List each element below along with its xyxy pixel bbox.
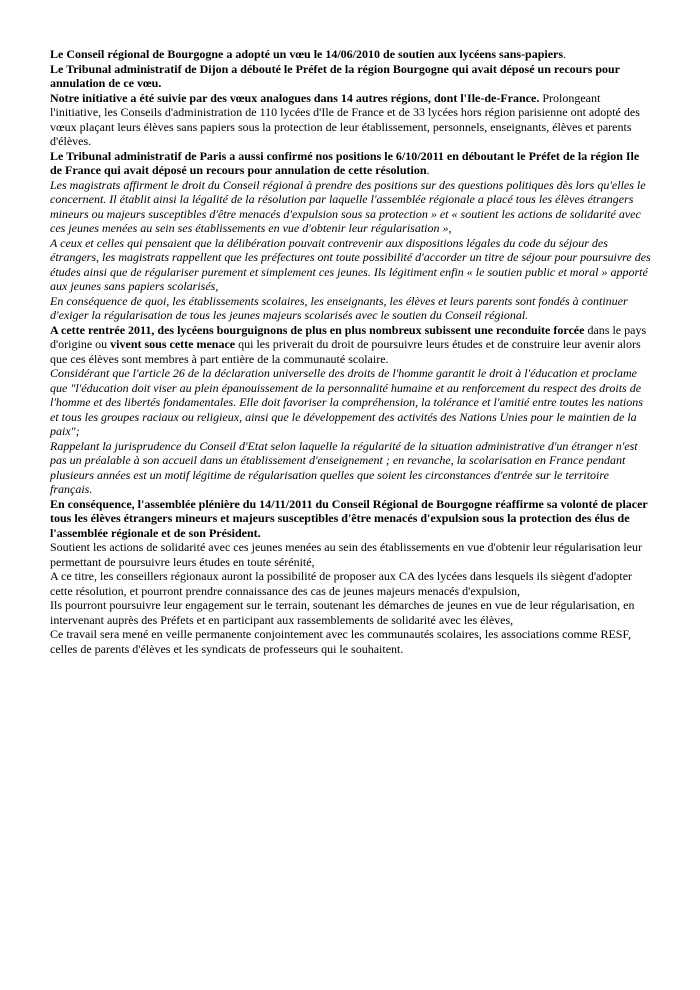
item-veille: Ce travail sera mené en veille permanente conjointement avec les communautés scolaires, les associations comme RESF, celles de parents d'élèves et les syndicats de professeurs qui le souhaitent. — [50, 627, 632, 656]
quote-consequence: En conséquence de quoi, les établissements scolaires, les enseignants, les élèves et leurs parents sont fondés à continuer d'exiger la régularisation de tous les jeunes majeurs scolarisés avec le soutien du Conseil régional. — [50, 293, 628, 322]
paragraph-tribunal-dijon: Le Tribunal administratif de Dijon a débouté le Préfet de la région Bourgogne qui avait déposé un recours pour annulation de ce vœu. — [50, 61, 620, 90]
quote-sejour: A ceux et celles qui pensaient que la délibération pouvait contrevenir aux dispositions légales du code du séjour des étrangers, les magistrats rappellent que les préfectures ont toute possibilité d'accorder un titre de séjour pour poursuivre des études ainsi que de régulariser purement et simplement ces jeunes. Ils légitiment enfin « le soutien public et moral » apporté aux jeunes sans papiers scolarisés, — [50, 235, 651, 293]
quote-magistrats: Les magistrats affirment le droit du Conseil régional à prendre des positions sur des questions politiques dès lors qu'elles le concernent. Il établit ainsi la légalité de la résolution par laquelle l'assemblée régionale a placé tous les élèves étrangers mineurs ou majeurs susceptibles d'être menacés d'expulsion sous sa protection » et « soutient les actions de solidarité avec ces jeunes menées au sein ses établissements en vue d'obtenir leur régularisation », — [50, 177, 646, 235]
quote-jurisprudence: Rappelant la jurisprudence du Conseil d'Etat selon laquelle la régularité de la situation administrative d'un étranger n'est pas un préalable à son accueil dans un établissement d'enseignement ; en revanche, la scolarisation en France pendant plusieurs années est un motif légitime de régularisation quelles que soient les circonstances d'entrée sur le territoire français. — [50, 438, 638, 496]
paragraph-tribunal-paris — [50, 149, 654, 178]
rentree-bold-1: A cette rentrée 2011, des lycéens bourguignons de plus en plus nombreux subissent une reconduite forcée — [50, 322, 585, 337]
item-conseillers: A ce titre, les conseillers régionaux auront la possibilité de proposer aux CA des lycées dans lesquels ils siègent d'adopter cette résolution, et pourront prendre connaissance des cas de jeunes majeurs menacés d'expulsion, — [50, 569, 633, 598]
other-regions-bold: Notre initiative a été suivie par des vœux analogues dans 14 autres régions, dont l'Ile-de-France. — [50, 90, 540, 105]
rentree-text-1: dans le pays d'origine ou — [50, 322, 647, 351]
tribunal-paris-period: . — [426, 163, 430, 177]
other-regions-text: Prolongeant l'initiative, les Conseils d'administration de 110 lycées d'Ile de France et de 33 lycées hors région parisienne ont adopté des vœux plaçant leurs élèves sans papiers sous la protection de leur établissement, personnels, enseignants, élèves et parents d'élèves. — [50, 90, 640, 148]
paragraph-other-regions — [50, 91, 654, 149]
quote-article-26: Considérant que l'article 26 de la déclaration universelle des droits de l'homme garantit le droit à l'éducation et proclame que "l'éducation doit viser au plein épanouissement de la personnalité humaine et au renforcement du respect des droits de l'homme et des libertés fondamentales. Elle doit favoriser la compréhension, la tolérance et l'amitié entre toutes les nations et tous les groupes raciaux ou religieux, ainsi que le développement des activités des Nations Unies pour le maintien de la paix"; — [50, 366, 643, 438]
voeu-adoption-period: . — [563, 47, 567, 61]
paragraph-voeu-adoption — [50, 47, 654, 62]
voeu-adoption-text: Le Conseil régional de Bourgogne a adopté un vœu le 14/06/2010 de soutien aux lycéens sans-papiers — [50, 47, 564, 61]
paragraph-assemblee-pleniere: En conséquence, l'assemblée plénière du 14/11/2011 du Conseil Régional de Bourgogne réaffirme sa volonté de placer tous les élèves étrangers mineurs et majeurs susceptibles d'être menacés d'expulsion sous la protection des élus de l'assemblée régionale et de son Président. — [50, 496, 648, 540]
item-engagement: Ils pourront poursuivre leur engagement sur le terrain, soutenant les démarches de jeunes en vue de leur régularisation, en intervenant auprès des Préfets et en participant aux rassemblements de solidarité avec les élèves, — [50, 598, 635, 627]
tribunal-paris-bold: Le Tribunal administratif de Paris a aussi confirmé nos positions le 6/10/2011 en déboutant le Préfet de la région Ile de France qui avait déposé un recours pour annulation de cette résolution — [50, 148, 640, 177]
rentree-bold-2: vivent sous cette menace — [110, 337, 236, 351]
paragraph-rentree-2011 — [50, 323, 654, 367]
item-soutien: Soutient les actions de solidarité avec ces jeunes menées au sein des établissements en vue d'obtenir leur régularisation leur permettant de poursuivre leurs études en toute sérénité, — [50, 540, 642, 569]
rentree-text-2: qui les priverait du droit de poursuivre leurs études et de construire leur avenir alors que ces élèves sont membres à part entière de la communauté scolaire. — [50, 337, 641, 366]
